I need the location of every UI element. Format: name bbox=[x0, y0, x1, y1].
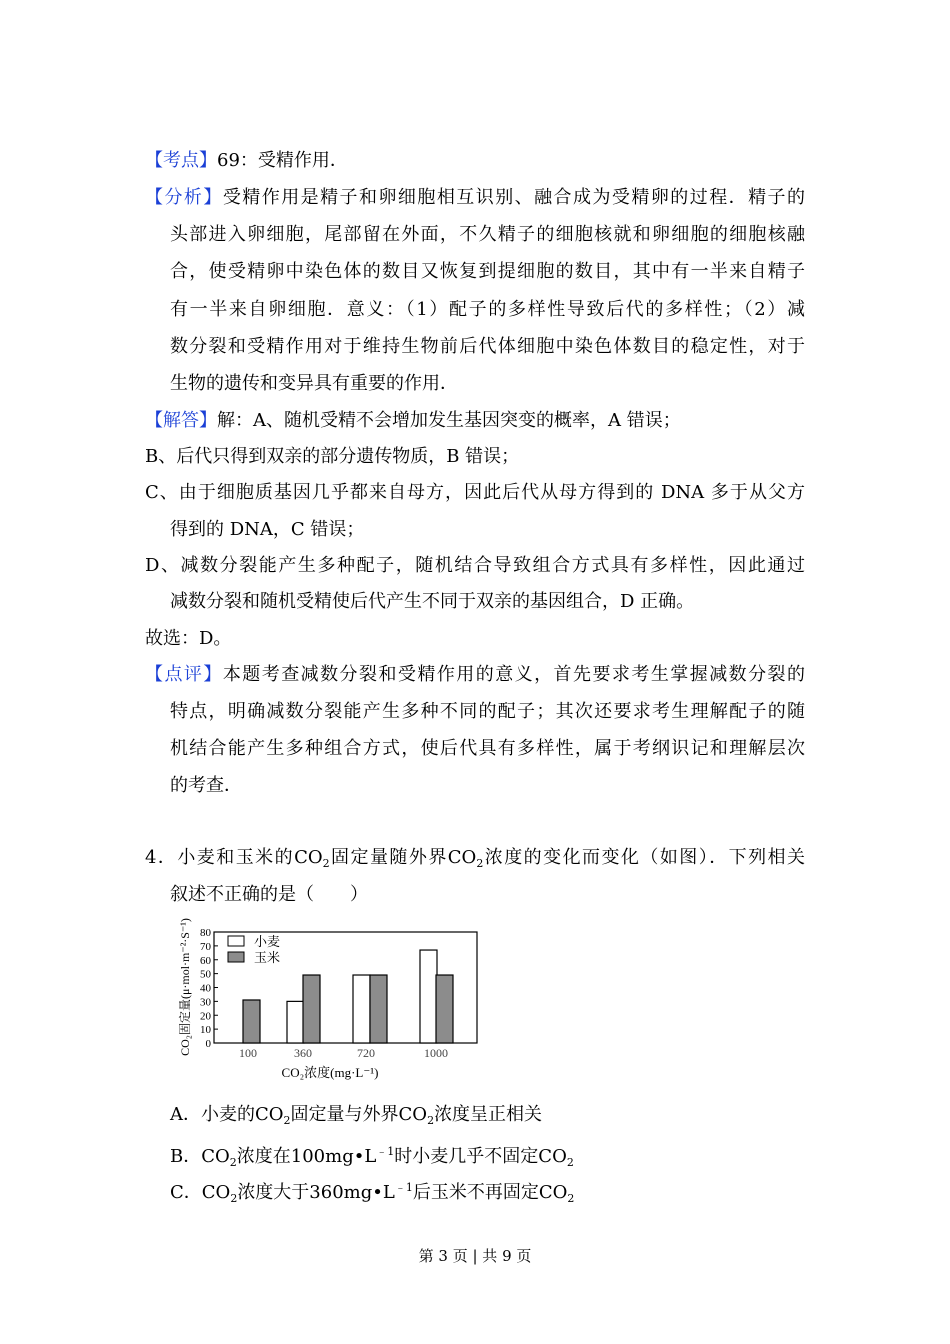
text-segment: 故选：D。 bbox=[145, 628, 232, 649]
bar-corn bbox=[243, 1000, 260, 1043]
question-text bbox=[145, 846, 805, 876]
text-segment: 时小麦几乎不固定CO bbox=[394, 1146, 567, 1167]
legend-label: 玉米 bbox=[254, 950, 281, 965]
y-tick-label: 40 bbox=[200, 982, 211, 995]
page-footer: 第 3 页 | 共 9 页 bbox=[418, 1247, 532, 1265]
bar-corn bbox=[303, 975, 320, 1043]
answer-option bbox=[170, 1140, 574, 1175]
paragraph-line bbox=[170, 372, 458, 396]
script-text: 2 bbox=[229, 1156, 237, 1169]
y-tick-label: 10 bbox=[200, 1024, 211, 1037]
paragraph-line bbox=[145, 554, 805, 578]
paragraph-line bbox=[170, 223, 805, 247]
text-segment: 后玉米不再固定CO bbox=[412, 1182, 568, 1203]
paragraph-line bbox=[170, 335, 805, 359]
y-axis-label: CO₂固定量(μ·mol·m⁻²·S⁻¹) bbox=[178, 918, 192, 1056]
x-axis-label: CO₂浓度(mg·L⁻¹) bbox=[281, 1065, 379, 1080]
script-text: ﹣1 bbox=[376, 1145, 395, 1158]
text-segment: C．CO bbox=[170, 1182, 231, 1203]
paragraph-line bbox=[170, 518, 364, 542]
text-segment: 浓度的变化而变化（如图）．下列相关 bbox=[483, 847, 806, 868]
script-text: ﹣1 bbox=[394, 1181, 413, 1194]
text-segment: 受精作用是精子和卵细胞相互识别、融合成为受精卵的过程．精子的 bbox=[222, 187, 806, 208]
bar-corn bbox=[436, 975, 453, 1043]
x-tick-label: 100 bbox=[239, 1046, 257, 1060]
script-text: 2 bbox=[476, 857, 484, 870]
question-text bbox=[170, 883, 368, 907]
section-label: 【解答】 bbox=[145, 410, 217, 431]
text-segment: 4．小麦和玉米的CO bbox=[145, 847, 323, 868]
paragraph-line bbox=[145, 663, 805, 687]
paragraph-line bbox=[170, 590, 694, 614]
bar-corn bbox=[370, 975, 387, 1043]
bar-wheat bbox=[353, 975, 370, 1043]
paragraph-line bbox=[170, 260, 805, 284]
section-label: 【分析】 bbox=[145, 187, 223, 208]
script-text: 2 bbox=[427, 1114, 435, 1127]
y-tick-label: 30 bbox=[200, 996, 211, 1009]
co2-fixation-bar-chart bbox=[170, 915, 490, 1095]
legend-label: 小麦 bbox=[254, 934, 281, 949]
text-segment: 固定量随外界CO bbox=[329, 847, 477, 868]
text-segment: 有一半来自卵细胞．意义：（1）配子的多样性导致后代的多样性；（2）减 bbox=[170, 299, 805, 320]
answer-option bbox=[170, 1103, 542, 1133]
text-segment: A．小麦的CO bbox=[170, 1104, 284, 1125]
paragraph-line bbox=[170, 298, 805, 322]
y-tick-label: 0 bbox=[205, 1038, 211, 1050]
answer-option bbox=[170, 1176, 574, 1211]
script-text: 2 bbox=[283, 1114, 291, 1127]
bar-wheat bbox=[420, 950, 437, 1043]
text-segment: 合，使受精卵中染色体的数目又恢复到提细胞的数目，其中有一半来自精子 bbox=[170, 261, 805, 282]
y-tick-label: 50 bbox=[200, 968, 211, 981]
paragraph-line bbox=[145, 149, 348, 173]
paragraph-line bbox=[170, 774, 242, 798]
text-segment: 69：受精作用． bbox=[217, 150, 348, 171]
script-text: 2 bbox=[322, 857, 330, 870]
section-label: 【点评】 bbox=[145, 664, 223, 685]
script-text: 2 bbox=[566, 1156, 574, 1169]
legend-swatch bbox=[228, 952, 244, 962]
text-segment: 浓度大于360mg•L bbox=[237, 1182, 395, 1203]
text-segment: B．CO bbox=[170, 1146, 230, 1167]
text-segment: B、后代只得到双亲的部分遗传物质，B 错误； bbox=[145, 446, 520, 467]
text-segment: 本题考查减数分裂和受精作用的意义，首先要求考生掌握减数分裂的 bbox=[222, 664, 806, 685]
text-segment: 头部进入卵细胞，尾部留在外面，不久精子的细胞核就和卵细胞的细胞核融 bbox=[170, 224, 805, 245]
paragraph-line bbox=[145, 481, 805, 505]
text-segment: D、减数分裂能产生多种配子，随机结合导致组合方式具有多样性，因此通过 bbox=[145, 555, 805, 576]
y-tick-label: 70 bbox=[200, 940, 211, 953]
text-segment: 固定量与外界CO bbox=[290, 1104, 428, 1125]
script-text: 2 bbox=[230, 1192, 238, 1205]
text-segment: 减数分裂和随机受精使后代产生不同于双亲的基因组合，D 正确。 bbox=[170, 591, 695, 612]
text-segment: 数分裂和受精作用对于维持生物前后代体细胞中染色体数目的稳定性，对于 bbox=[170, 336, 805, 357]
x-tick-label: 1000 bbox=[424, 1046, 448, 1060]
paragraph-line bbox=[145, 186, 805, 210]
x-tick-label: 720 bbox=[357, 1046, 375, 1060]
text-segment: 机结合能产生多种组合方式，使后代具有多样性，属于考纲识记和理解层次 bbox=[170, 738, 805, 759]
script-text: 2 bbox=[567, 1192, 575, 1205]
text-segment: 的考查． bbox=[170, 775, 242, 796]
text-segment: 解：A、随机受精不会增加发生基因突变的概率，A 错误； bbox=[217, 410, 681, 431]
paragraph-line bbox=[145, 627, 231, 651]
text-segment: 叙述不正确的是（ ） bbox=[170, 884, 368, 905]
text-segment: C、由于细胞质基因几乎都来自母方，因此后代从母方得到的 DNA 多于从父方 bbox=[145, 482, 805, 503]
text-segment: 得到的 DNA，C 错误； bbox=[170, 519, 365, 540]
text-segment: 特点，明确减数分裂能产生多种不同的配子；其次还要求考生理解配子的随 bbox=[170, 701, 805, 722]
paragraph-line bbox=[170, 737, 805, 761]
bar-wheat bbox=[287, 1001, 304, 1043]
y-tick-label: 20 bbox=[200, 1010, 211, 1023]
y-tick-label: 80 bbox=[200, 927, 211, 939]
paragraph-line bbox=[170, 700, 805, 724]
paragraph-line bbox=[145, 409, 681, 433]
text-segment: 生物的遗传和变异具有重要的作用． bbox=[170, 373, 458, 394]
x-tick-label: 360 bbox=[294, 1046, 312, 1060]
legend-swatch bbox=[228, 936, 244, 946]
y-tick-label: 60 bbox=[200, 954, 211, 967]
section-label: 【考点】 bbox=[145, 150, 217, 171]
text-segment: 浓度在100mg•L bbox=[236, 1146, 377, 1167]
paragraph-line bbox=[145, 445, 519, 469]
text-segment: 浓度呈正相关 bbox=[434, 1104, 543, 1125]
